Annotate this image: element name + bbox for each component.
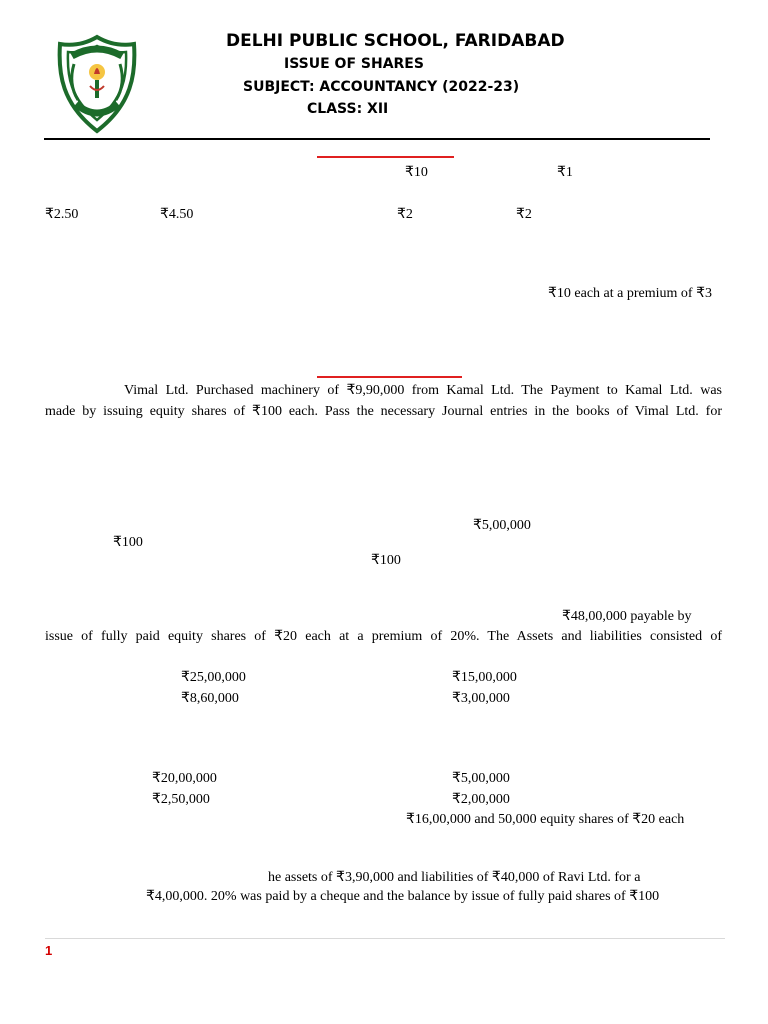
assets-question-line: issue of fully paid equity shares of ₹20 each at a premium of 20%. The Assets and liabilities consisted of — [45, 629, 722, 644]
subject-title: SUBJECT: ACCOUNTANCY (2022-23) — [243, 79, 520, 95]
amount: ₹15,00,000 — [452, 670, 517, 685]
vimal-question-line-2: made by issuing equity shares of ₹100 each. Pass the necessary Journal entries in the books of Vimal Ltd. for — [45, 404, 722, 419]
text-fragment: ₹2 — [516, 207, 532, 222]
school-logo — [54, 34, 140, 134]
text-fragment: ₹16,00,000 and 50,000 equity shares of ₹20 each — [406, 812, 685, 827]
amount: ₹8,60,000 — [181, 691, 239, 706]
amount: ₹5,00,000 — [452, 771, 510, 786]
text-fragment: ₹5,00,000 — [473, 518, 531, 533]
amount: ₹25,00,000 — [181, 670, 246, 685]
amount: ₹3,00,000 — [452, 691, 510, 706]
class-title: CLASS: XII — [307, 101, 389, 117]
vimal-question-line-1: Vimal Ltd. Purchased machinery of ₹9,90,000 from Kamal Ltd. The Payment to Kamal Ltd. was — [124, 383, 722, 398]
text-fragment: ₹1 — [557, 165, 573, 180]
header-divider — [44, 138, 710, 140]
amount: ₹2,50,000 — [152, 792, 210, 807]
text-fragment: ₹100 — [113, 535, 143, 550]
text-fragment: ₹10 — [405, 165, 428, 180]
red-underline — [317, 156, 454, 158]
text-fragment: ₹48,00,000 payable by — [562, 609, 692, 624]
text-fragment: ₹10 each at a premium of ₹3 — [548, 286, 712, 301]
text-fragment: ₹2 — [397, 207, 413, 222]
page-number: 1 — [45, 943, 53, 958]
red-underline — [317, 376, 462, 378]
ravi-question-line-1: he assets of ₹3,90,000 and liabilities of ₹40,000 of Ravi Ltd. for a — [268, 870, 641, 885]
footer-divider — [45, 938, 725, 939]
text-fragment: ₹2.50 — [45, 207, 79, 222]
topic-title: ISSUE OF SHARES — [284, 56, 424, 72]
ravi-question-line-2: ₹4,00,000. 20% was paid by a cheque and the balance by issue of fully paid shares of ₹100 — [146, 889, 660, 904]
amount: ₹20,00,000 — [152, 771, 217, 786]
text-fragment: ₹4.50 — [160, 207, 194, 222]
text-fragment: ₹100 — [371, 553, 401, 568]
school-name: DELHI PUBLIC SCHOOL, FARIDABAD — [226, 31, 565, 51]
amount: ₹2,00,000 — [452, 792, 510, 807]
